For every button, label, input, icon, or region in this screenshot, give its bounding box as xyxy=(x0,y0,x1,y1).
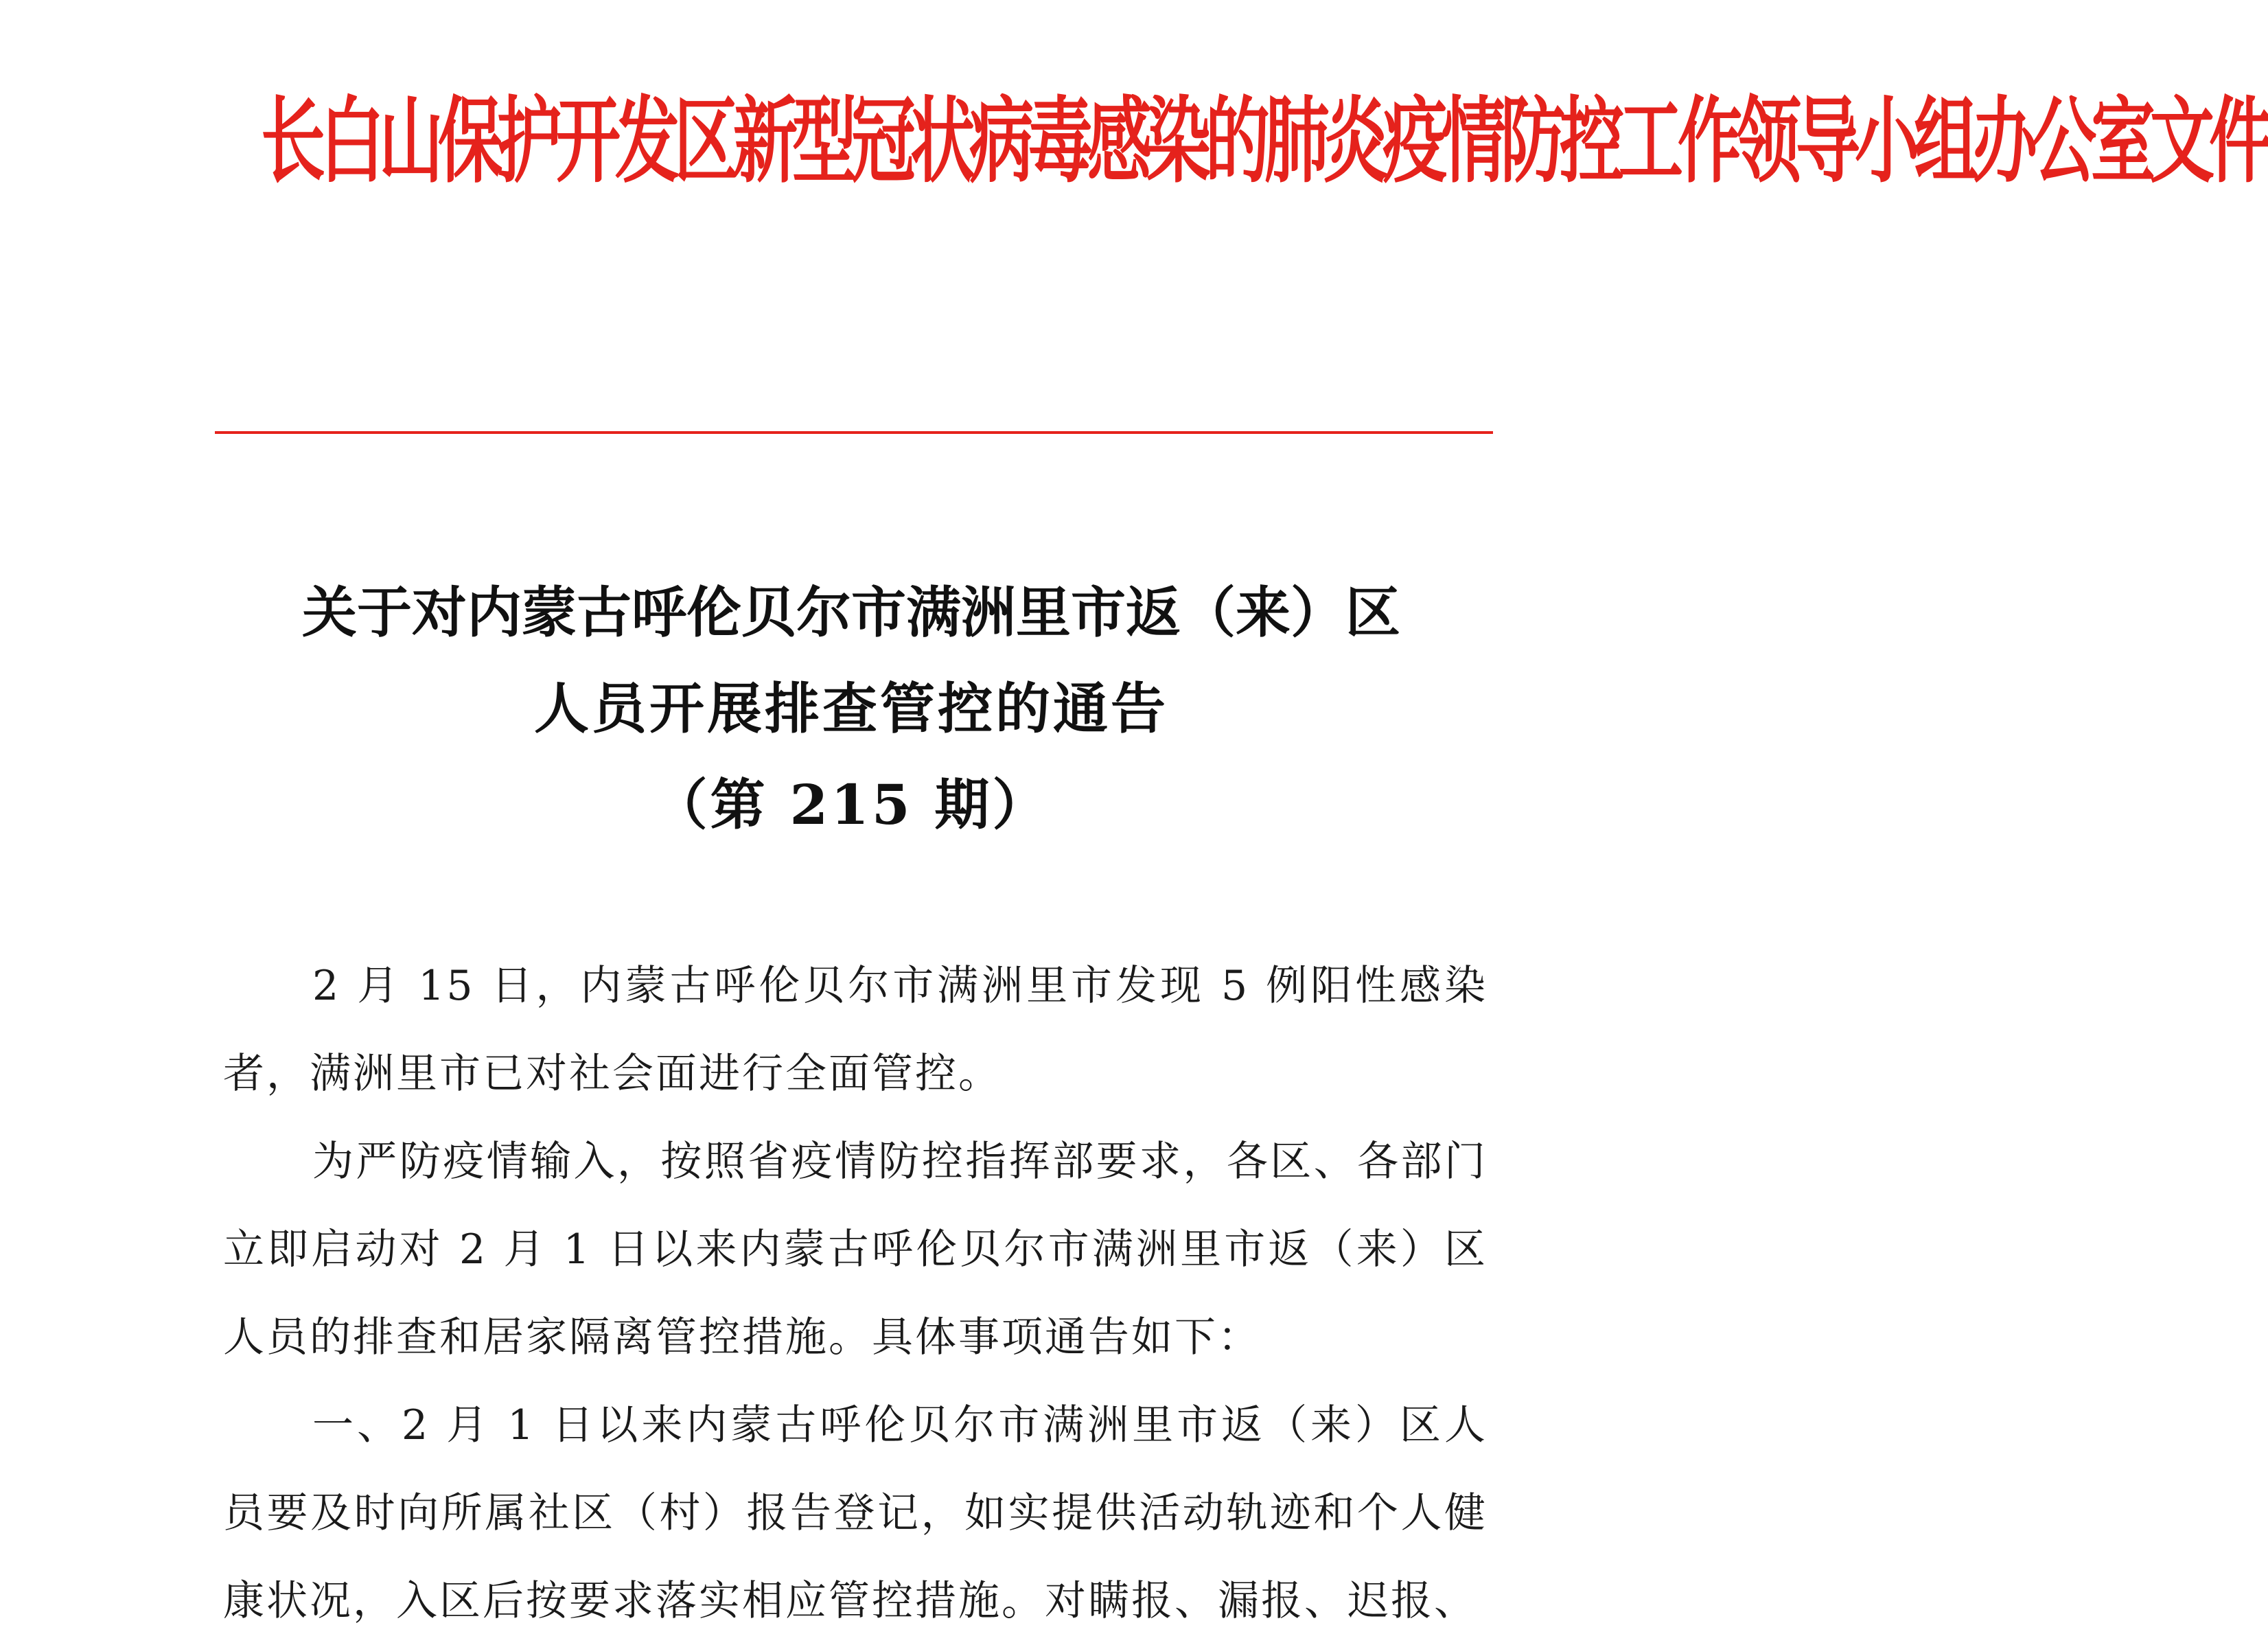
body-paragraph: 2 月 15 日，内蒙古呼伦贝尔市满洲里市发现 5 例阳性感染者，满洲里市已对社会面进行全面管控。 xyxy=(223,962,1488,1098)
body-paragraph: 为严防疫情输入，按照省疫情防控指挥部要求，各区、各部门立即启动对 2 月 1 日以来内蒙古呼伦贝尔市满洲里市返（来）区人员的排查和居家隔离管控措施。具体事项通告如下： xyxy=(223,1138,1488,1361)
notice-title-line-1: 关于对内蒙古呼伦贝尔市满洲里市返（来）区 xyxy=(302,580,1400,645)
issuing-office-header: 长白山保护开发区新型冠状病毒感染的肺炎疫情防控工作领导小组办公室文件 xyxy=(261,88,2268,197)
notice-body xyxy=(223,942,1488,1645)
body-paragraph: 一、2 月 1 日以来内蒙古呼伦贝尔市满洲里市返（来）区人员要及时向所属社区（村）报告登记，如实提供活动轨迹和个人健康状况，入区后按要求落实相应管控措施。对瞒报、漏报、迟报、 xyxy=(223,1401,1488,1625)
issue-number: （第 215 期） xyxy=(652,772,1050,837)
red-divider-line xyxy=(215,431,1493,434)
notice-title-line-2: 人员开展排查管控的通告 xyxy=(534,676,1168,741)
